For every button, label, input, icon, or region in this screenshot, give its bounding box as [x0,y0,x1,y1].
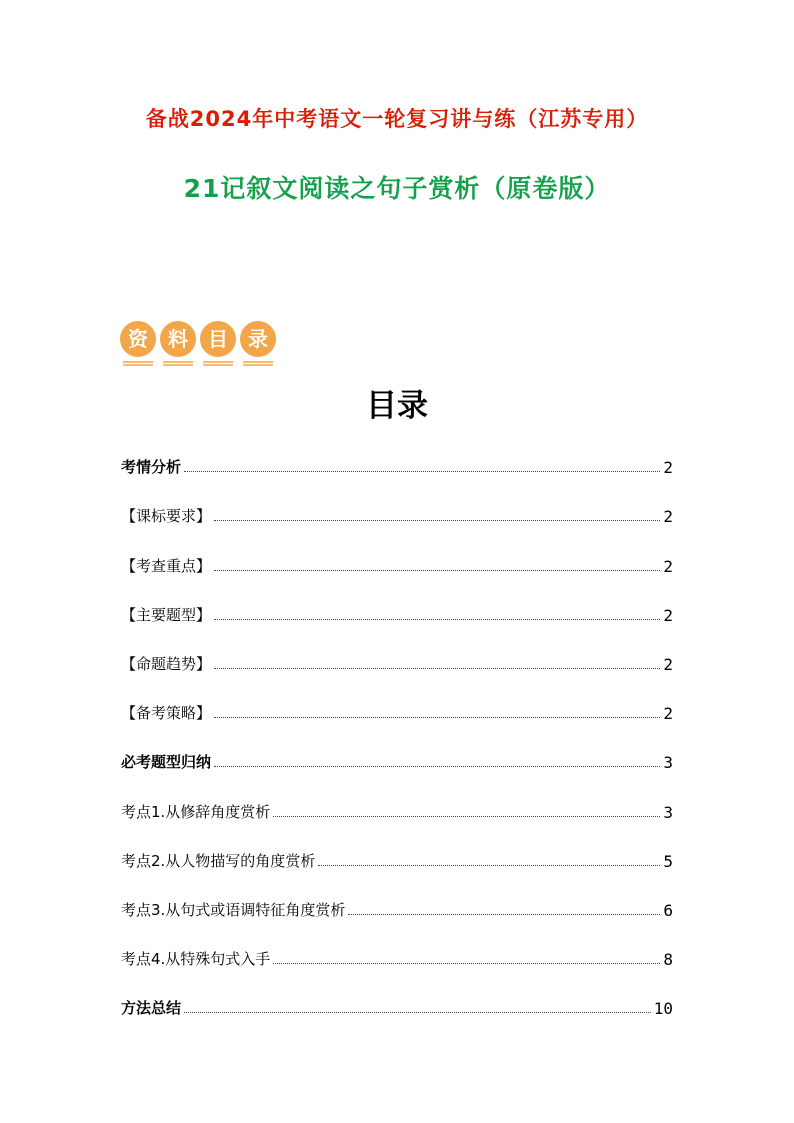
toc-entry-label: 【备考策略】 [121,704,212,723]
toc-dot-leader [184,471,660,472]
toc-entry-label: 【考查重点】 [121,556,212,575]
document-title: 备战2024年中考语文一轮复习讲与练（江苏专用） [145,107,649,131]
toc-entry[interactable] [121,489,673,538]
toc-entry-line [121,899,673,932]
materials-contents-badge [119,313,279,369]
badge-circle-1 [120,321,156,365]
toc-entry-label: 考情分析 [121,458,182,477]
toc-heading: 目录 [366,388,428,424]
toc-entry-line [121,801,673,834]
toc-entry-label: 考点1.从修辞角度赏析 [121,802,271,821]
toc-dot-leader [214,570,660,571]
toc-entry-line [121,997,673,1030]
badge-circle-4 [240,321,276,365]
toc-entry-page: 10 [653,999,673,1019]
toc-entry-line [121,505,673,538]
toc-dot-leader [273,816,660,817]
toc-entry[interactable] [121,538,673,587]
toc-entry[interactable] [121,784,673,833]
toc-entry-page: 3 [663,802,673,822]
badge-circle-2 [160,321,196,365]
toc-entry-page: 2 [663,654,673,674]
toc-entry-label: 【主要题型】 [121,605,212,624]
toc-dot-leader [214,520,660,521]
toc-entry-line [121,850,673,883]
toc-entry-line [121,555,673,588]
toc-entry[interactable] [121,440,673,489]
toc-entry[interactable] [121,735,673,784]
toc-entry-line [121,948,673,981]
toc-entry-page: 3 [663,753,673,773]
toc-entry-page: 8 [663,950,673,970]
toc-entry[interactable] [121,834,673,883]
toc-entry-line [121,751,673,784]
toc-entry-label: 【课标要求】 [121,507,212,526]
toc-dot-leader [214,766,660,767]
table-of-contents [121,440,673,1030]
badge-char-1: 资 [128,327,148,351]
toc-entry-page: 5 [663,851,673,871]
toc-entry[interactable] [121,686,673,735]
toc-dot-leader [318,865,660,866]
toc-entry-label: 考点2.从人物描写的角度赏析 [121,851,316,870]
toc-entry-line [121,604,673,637]
toc-dot-leader [184,1012,651,1013]
toc-entry[interactable] [121,981,673,1030]
toc-entry-page: 2 [663,556,673,576]
toc-entry-label: 方法总结 [121,999,182,1018]
toc-entry-label: 【命题趋势】 [121,654,212,673]
toc-entry[interactable] [121,932,673,981]
toc-entry[interactable] [121,637,673,686]
badge-circle-3 [200,321,236,365]
toc-entry-page: 2 [663,704,673,724]
document-subtitle: 21记叙文阅读之句子赏析（原卷版） [183,174,611,203]
toc-entry-line [121,702,673,735]
toc-entry-line [121,456,673,489]
toc-dot-leader [214,668,660,669]
toc-entry-page: 6 [663,900,673,920]
toc-entry[interactable] [121,883,673,932]
toc-dot-leader [348,914,660,915]
toc-entry[interactable] [121,588,673,637]
badge-char-4: 录 [248,327,268,351]
toc-dot-leader [214,717,660,718]
badge-char-2: 料 [168,327,188,351]
toc-entry-page: 2 [663,605,673,625]
toc-dot-leader [273,963,660,964]
badge-char-3: 目 [208,327,228,351]
toc-entry-label: 考点3.从句式或语调特征角度赏析 [121,900,346,919]
toc-entry-label: 必考题型归纳 [121,753,212,772]
toc-entry-page: 2 [663,458,673,478]
toc-entry-page: 2 [663,507,673,527]
toc-entry-line [121,653,673,686]
toc-entry-label: 考点4.从特殊句式入手 [121,950,271,969]
toc-dot-leader [214,619,660,620]
